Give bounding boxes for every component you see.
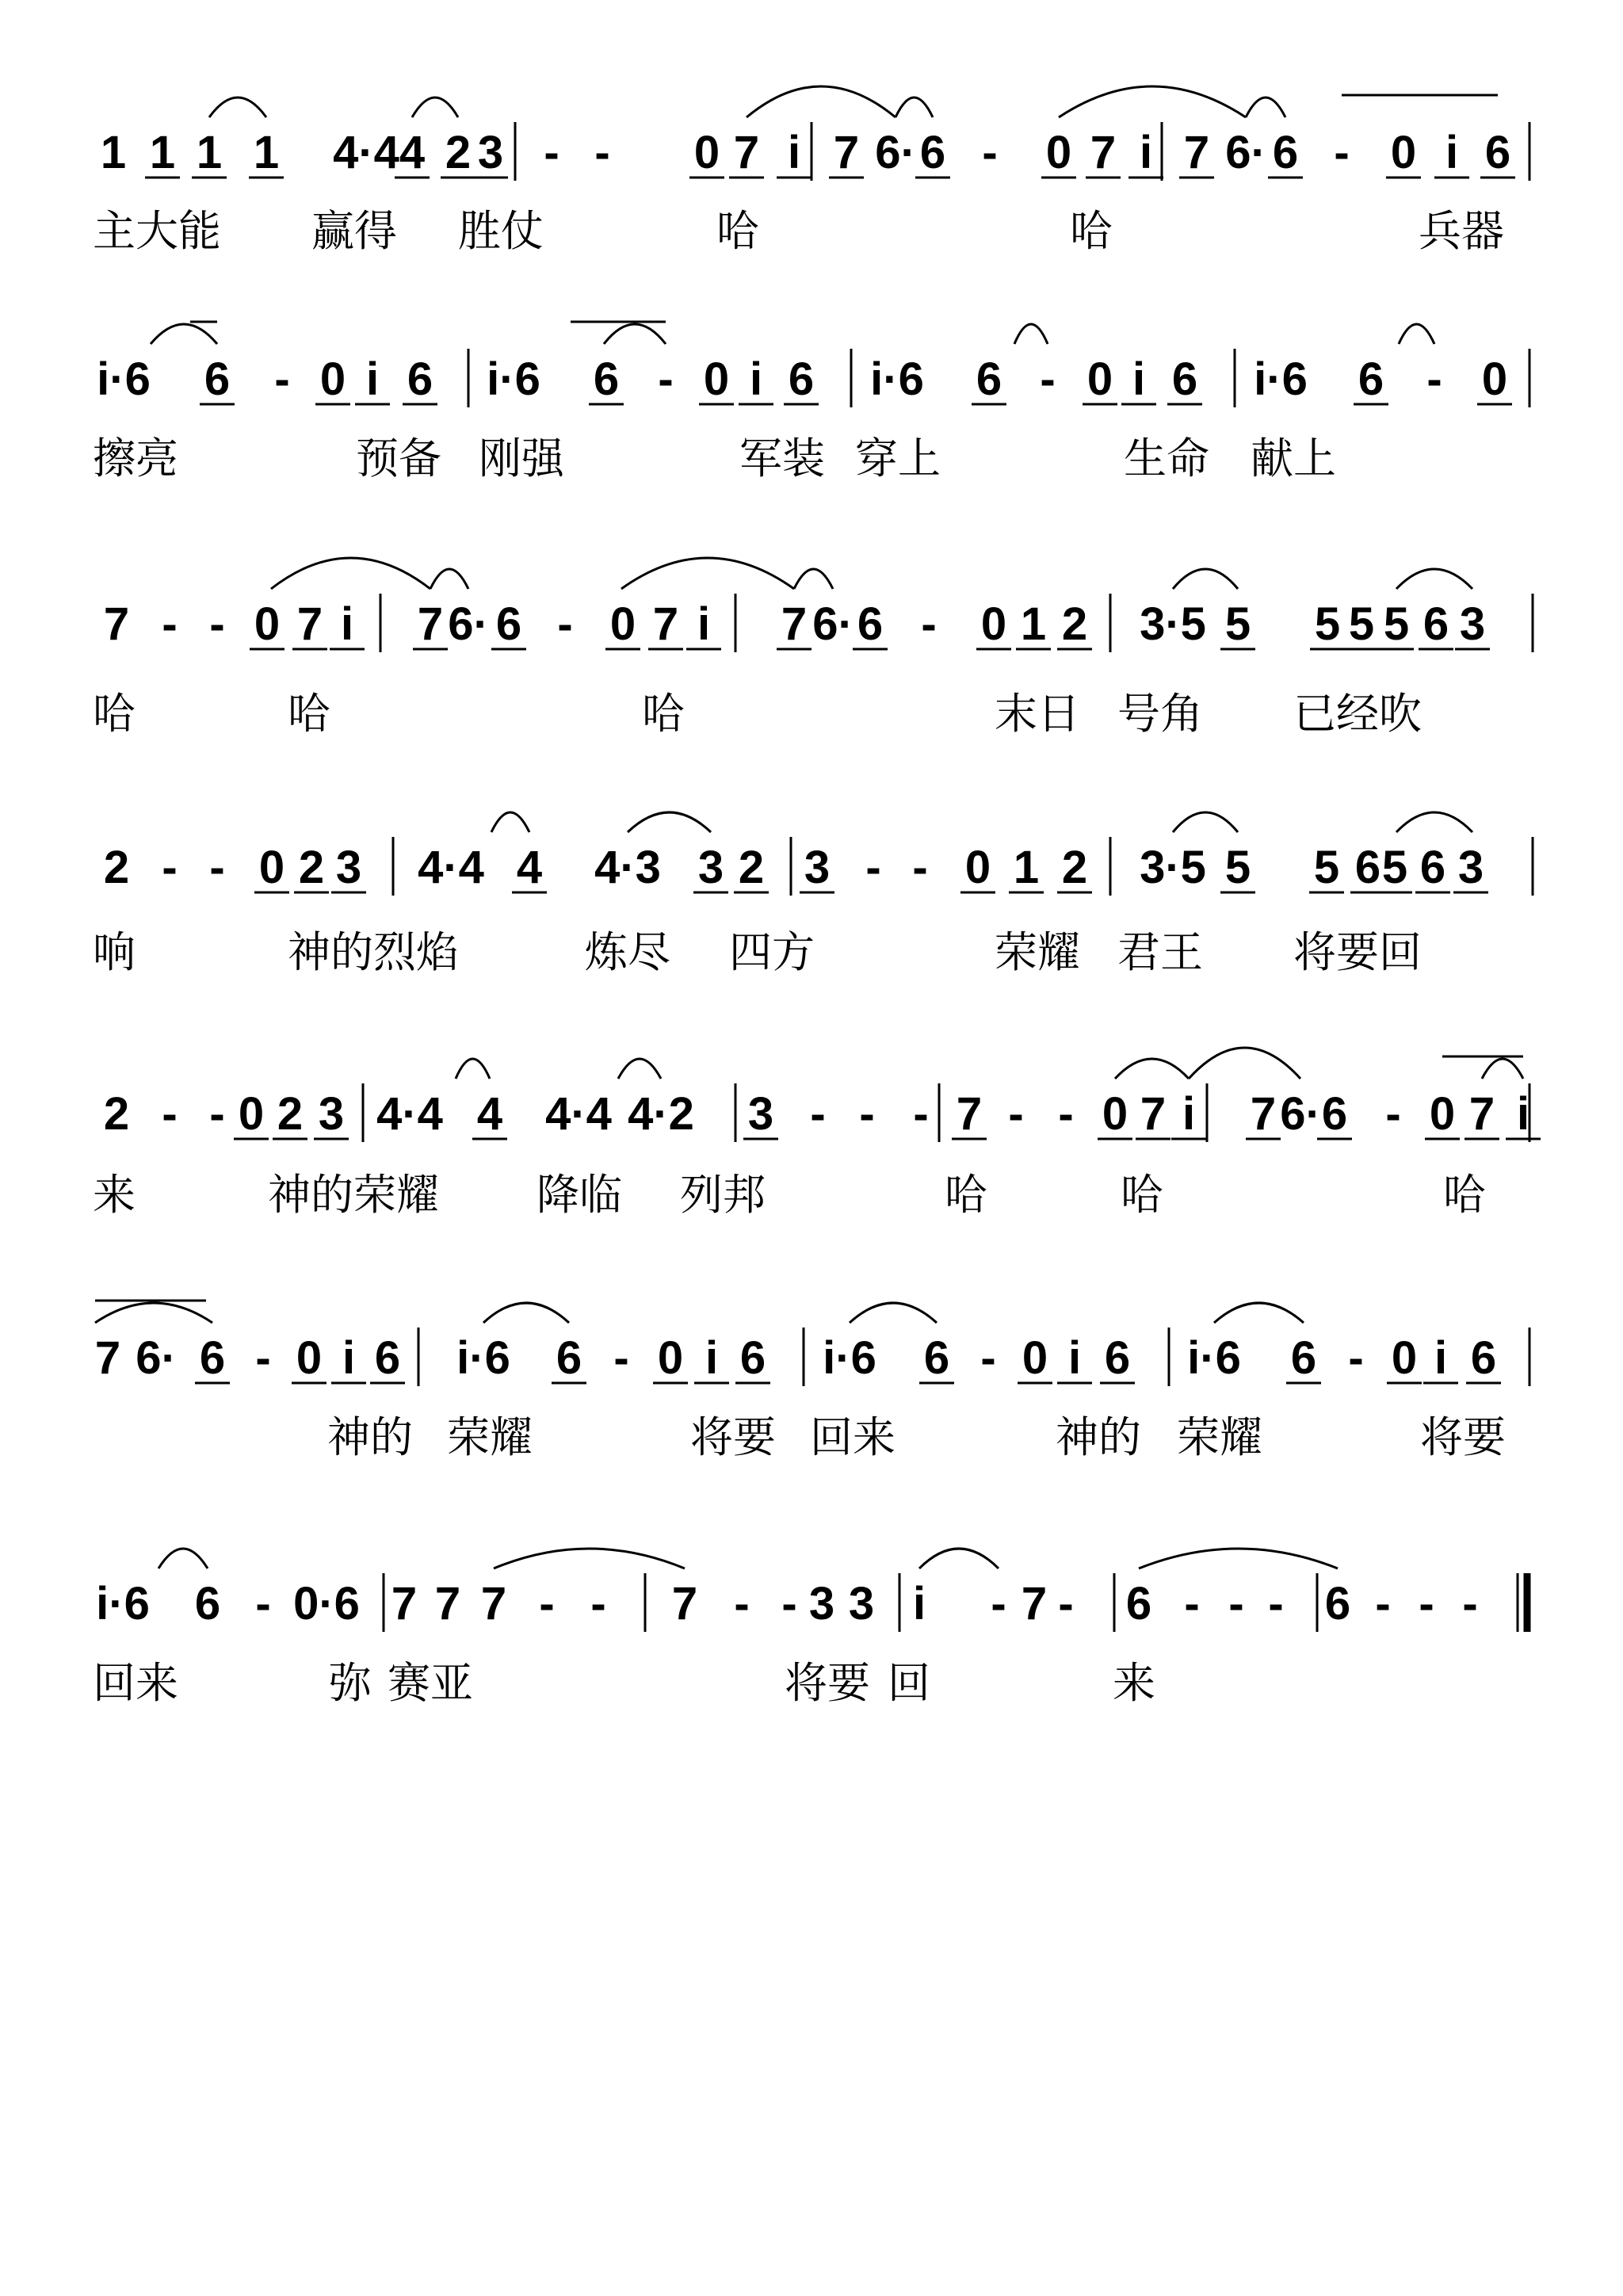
lyric-line-4 bbox=[0, 929, 1623, 992]
note: 7 bbox=[671, 1578, 698, 1629]
note: 1 bbox=[149, 127, 176, 178]
dash-rest: - bbox=[982, 127, 998, 178]
lyric: 回来 bbox=[93, 1658, 178, 1708]
note: 7 bbox=[833, 127, 860, 178]
dash-rest: - bbox=[1419, 1578, 1434, 1629]
note: 6 bbox=[199, 1332, 226, 1384]
slur bbox=[1115, 1059, 1189, 1079]
note: 3 bbox=[808, 1578, 835, 1629]
slur bbox=[494, 1549, 685, 1568]
slur bbox=[1214, 1303, 1304, 1323]
slur bbox=[1399, 324, 1434, 344]
dash-rest: - bbox=[1228, 1578, 1244, 1629]
note: 4·4 bbox=[418, 842, 484, 893]
slur bbox=[491, 812, 529, 832]
note: 1 bbox=[253, 127, 280, 178]
note: 6 bbox=[976, 353, 1002, 405]
note: 4·2 bbox=[628, 1088, 694, 1140]
note: 6 bbox=[1484, 127, 1511, 178]
note: 3 bbox=[335, 842, 362, 893]
note: 2 bbox=[277, 1088, 304, 1140]
lyric: 哈 bbox=[1070, 206, 1113, 256]
lyric: 来 bbox=[93, 1170, 136, 1220]
note: i·6 bbox=[1187, 1332, 1241, 1384]
dash-rest: - bbox=[274, 353, 290, 405]
note: i bbox=[1445, 127, 1459, 178]
note: 6 bbox=[1272, 127, 1299, 178]
rest-note: 0 bbox=[1481, 353, 1508, 405]
note: 1 bbox=[1020, 598, 1047, 650]
lyric-line-2 bbox=[0, 435, 1623, 499]
note: 2 bbox=[1061, 842, 1088, 893]
note: i bbox=[1434, 1332, 1448, 1384]
dash-rest: - bbox=[865, 842, 881, 893]
note: 7 bbox=[1021, 1578, 1048, 1629]
slur bbox=[271, 558, 430, 589]
note: 7 bbox=[1140, 1088, 1167, 1140]
rest-note: 0 bbox=[1086, 353, 1113, 405]
note: i·6 bbox=[487, 353, 540, 405]
slur bbox=[1173, 812, 1238, 832]
dash-rest: - bbox=[255, 1578, 271, 1629]
slur bbox=[747, 86, 896, 117]
lyric: 神的 bbox=[1056, 1412, 1141, 1462]
note: i bbox=[705, 1332, 719, 1384]
slur bbox=[1482, 1059, 1523, 1079]
dash-rest: - bbox=[590, 1578, 606, 1629]
note: 3 bbox=[1459, 598, 1486, 650]
lyric: 哈 bbox=[945, 1170, 987, 1220]
note: 2 bbox=[103, 1088, 130, 1140]
rest-note: 0 bbox=[319, 353, 346, 405]
lyric: 赛亚 bbox=[388, 1658, 473, 1708]
rest-note: 0 bbox=[657, 1332, 684, 1384]
lyric: 四方 bbox=[729, 927, 815, 977]
slur bbox=[919, 1549, 999, 1568]
lyric: 哈 bbox=[288, 689, 330, 739]
note: 1 bbox=[1013, 842, 1040, 893]
note: 3·5 bbox=[1140, 842, 1206, 893]
slur bbox=[430, 569, 468, 589]
note: i bbox=[1132, 353, 1146, 405]
slur bbox=[1059, 86, 1246, 117]
note: i bbox=[340, 598, 354, 650]
note: 6 bbox=[593, 353, 620, 405]
note: 4·4 bbox=[376, 1088, 443, 1140]
slur bbox=[456, 1059, 490, 1079]
dash-rest: - bbox=[1348, 1332, 1364, 1384]
dash-rest: - bbox=[1268, 1578, 1284, 1629]
dash-rest: - bbox=[1040, 353, 1056, 405]
note: 6· bbox=[1280, 1088, 1321, 1140]
slur bbox=[412, 97, 458, 117]
note: 5 bbox=[1314, 598, 1341, 650]
lyric: 已经吹 bbox=[1293, 689, 1422, 739]
lyric: 赢得 bbox=[311, 206, 397, 256]
slur bbox=[1396, 569, 1472, 589]
note: 1 bbox=[100, 127, 127, 178]
lyric: 荣耀 bbox=[1177, 1412, 1262, 1462]
lyric: 献上 bbox=[1251, 434, 1336, 483]
dash-rest: - bbox=[1375, 1578, 1391, 1629]
lyric: 君王 bbox=[1117, 927, 1203, 977]
lyric: 将要 bbox=[690, 1412, 776, 1462]
note: 4·4 bbox=[545, 1088, 612, 1140]
dash-rest: - bbox=[1462, 1578, 1478, 1629]
dash-rest: - bbox=[539, 1578, 555, 1629]
note: 6 bbox=[1423, 598, 1449, 650]
dash-rest: - bbox=[1426, 353, 1442, 405]
note: 3 bbox=[747, 1088, 774, 1140]
note: i bbox=[1182, 1088, 1196, 1140]
note: 6 bbox=[1470, 1332, 1497, 1384]
note: 6 bbox=[194, 1578, 221, 1629]
rest-note: 0 bbox=[1390, 127, 1417, 178]
note: 6 bbox=[1104, 1332, 1131, 1384]
note: 6 bbox=[374, 1332, 401, 1384]
lyric: 主大能 bbox=[93, 206, 221, 256]
dash-rest: - bbox=[162, 842, 178, 893]
note: 6 bbox=[1290, 1332, 1317, 1384]
lyric: 预备 bbox=[356, 434, 441, 483]
note: 7 bbox=[733, 127, 760, 178]
lyric: 号角 bbox=[1117, 689, 1203, 739]
note: 7 bbox=[391, 1578, 418, 1629]
slur bbox=[1014, 324, 1048, 344]
rest-note: 0 bbox=[964, 842, 991, 893]
dash-rest: - bbox=[1008, 1088, 1024, 1140]
note: 3 bbox=[697, 842, 724, 893]
lyric: 来 bbox=[1113, 1658, 1155, 1708]
note: 1 bbox=[196, 127, 223, 178]
lyric: 末日 bbox=[995, 689, 1080, 739]
note: 2 bbox=[445, 127, 472, 178]
note: 4·4 bbox=[333, 127, 399, 178]
lyric: 将要 bbox=[785, 1658, 870, 1708]
note: 6 bbox=[1324, 1578, 1351, 1629]
lyric-line-6 bbox=[0, 1414, 1623, 1477]
note: 6 bbox=[1171, 353, 1198, 405]
note: 5 bbox=[1224, 842, 1251, 893]
note: 6· bbox=[1225, 127, 1266, 178]
lyric: 刚强 bbox=[479, 434, 564, 483]
dash-rest: - bbox=[209, 1088, 225, 1140]
note: 6 bbox=[919, 127, 946, 178]
rest-note: 0 bbox=[1429, 1088, 1456, 1140]
lyric: 穿上 bbox=[855, 434, 941, 483]
note: i bbox=[1516, 1088, 1530, 1140]
lyric: 响 bbox=[93, 927, 136, 977]
note: i·6 bbox=[96, 1578, 150, 1629]
dash-rest: - bbox=[1058, 1578, 1074, 1629]
dash-rest: - bbox=[1385, 1088, 1401, 1140]
dash-rest: - bbox=[255, 1332, 271, 1384]
note: 6 bbox=[857, 598, 884, 650]
note: 3 bbox=[804, 842, 831, 893]
rest-note: 0 bbox=[1102, 1088, 1128, 1140]
note: i·6 bbox=[456, 1332, 510, 1384]
rest-note: 0 bbox=[258, 842, 285, 893]
note: 6 bbox=[1358, 353, 1384, 405]
rest-note: 0 bbox=[703, 353, 730, 405]
dash-rest: - bbox=[921, 598, 937, 650]
note: i bbox=[1067, 1332, 1082, 1384]
rest-note: 0 bbox=[693, 127, 720, 178]
lyric: 列邦 bbox=[680, 1170, 766, 1220]
dash-rest: - bbox=[209, 598, 225, 650]
note: 7 bbox=[1090, 127, 1117, 178]
dash-rest: - bbox=[613, 1332, 629, 1384]
lyric-line-5 bbox=[0, 1171, 1623, 1235]
note: 7 bbox=[94, 1332, 121, 1384]
dash-rest: - bbox=[781, 1578, 797, 1629]
dash-rest: - bbox=[162, 1088, 178, 1140]
rest-note: 0 bbox=[254, 598, 281, 650]
note: i bbox=[697, 598, 711, 650]
slur bbox=[1173, 569, 1238, 589]
note: 6 bbox=[407, 353, 433, 405]
rest-note: 0 bbox=[238, 1088, 265, 1140]
note: 6 bbox=[1125, 1578, 1152, 1629]
slur bbox=[1246, 97, 1285, 117]
note: i bbox=[342, 1332, 356, 1384]
lyric-line-1 bbox=[0, 208, 1623, 271]
dash-rest: - bbox=[810, 1088, 826, 1140]
note: 6 bbox=[788, 353, 815, 405]
note: 6· bbox=[875, 127, 916, 178]
note: 7 bbox=[434, 1578, 461, 1629]
note: i·6 bbox=[97, 353, 151, 405]
lyric: 回来 bbox=[810, 1412, 896, 1462]
note: 7 bbox=[956, 1088, 983, 1140]
note: 6 bbox=[923, 1332, 950, 1384]
lyric: 哈 bbox=[1443, 1170, 1486, 1220]
dash-rest: - bbox=[991, 1578, 1006, 1629]
note: 2 bbox=[1061, 598, 1088, 650]
dash-rest: - bbox=[594, 127, 610, 178]
note: 3·5 bbox=[1140, 598, 1206, 650]
note: 4 bbox=[399, 127, 426, 178]
slur bbox=[209, 97, 266, 117]
lyric: 将要回 bbox=[1293, 927, 1422, 977]
rest-note: 0 bbox=[980, 598, 1007, 650]
lyric: 弥 bbox=[329, 1658, 372, 1708]
note: 7 bbox=[103, 598, 130, 650]
slur bbox=[850, 1303, 937, 1323]
lyric: 生命 bbox=[1124, 434, 1209, 483]
note: 3 bbox=[477, 127, 504, 178]
dash-rest: - bbox=[544, 127, 559, 178]
note: 5 bbox=[1348, 598, 1375, 650]
note: 2 bbox=[298, 842, 325, 893]
note: i bbox=[912, 1578, 926, 1629]
note: i·6 bbox=[1254, 353, 1308, 405]
rest-note: 0 bbox=[609, 598, 636, 650]
slur bbox=[628, 812, 711, 832]
slur bbox=[1189, 1048, 1300, 1079]
note: 5 bbox=[1313, 842, 1340, 893]
lyric: 哈 bbox=[716, 206, 759, 256]
note: 4 bbox=[516, 842, 543, 893]
note: 6 bbox=[556, 1332, 582, 1384]
lyric: 回 bbox=[888, 1658, 930, 1708]
note: i·6 bbox=[823, 1332, 876, 1384]
note: i bbox=[1139, 127, 1153, 178]
lyric: 神的 bbox=[327, 1412, 413, 1462]
note: 7 bbox=[1250, 1088, 1277, 1140]
note: i·6 bbox=[870, 353, 924, 405]
slur bbox=[794, 569, 833, 589]
rest-note: 0 bbox=[1045, 127, 1072, 178]
dash-rest: - bbox=[1334, 127, 1350, 178]
lyric: 炼尽 bbox=[585, 927, 670, 977]
note: 7 bbox=[1468, 1088, 1495, 1140]
note: 6 bbox=[1419, 842, 1446, 893]
lyric: 胜仗 bbox=[458, 206, 544, 256]
note: 5 bbox=[1383, 598, 1410, 650]
slur bbox=[621, 558, 794, 589]
note: 3 bbox=[318, 1088, 345, 1140]
dash-rest: - bbox=[734, 1578, 750, 1629]
note: 6 bbox=[1354, 842, 1381, 893]
lyric: 哈 bbox=[93, 689, 136, 739]
lyric: 荣耀 bbox=[447, 1412, 533, 1462]
note: 3 bbox=[848, 1578, 875, 1629]
note: 6 bbox=[1321, 1088, 1348, 1140]
note: 7 bbox=[652, 598, 679, 650]
lyric: 哈 bbox=[642, 689, 685, 739]
lyric: 神的荣耀 bbox=[268, 1170, 439, 1220]
lyric: 降临 bbox=[537, 1170, 622, 1220]
slur bbox=[151, 324, 217, 344]
rest-note: 0 bbox=[296, 1332, 323, 1384]
note: i bbox=[749, 353, 763, 405]
rest-note: 0 bbox=[1391, 1332, 1418, 1384]
dash-rest: - bbox=[557, 598, 573, 650]
dash-rest: - bbox=[913, 1088, 929, 1140]
dash-rest: - bbox=[980, 1332, 996, 1384]
lyric: 荣耀 bbox=[995, 927, 1080, 977]
note: 4 bbox=[476, 1088, 503, 1140]
note: 6 bbox=[739, 1332, 766, 1384]
slur bbox=[618, 1059, 661, 1079]
dash-rest: - bbox=[912, 842, 928, 893]
dash-rest: - bbox=[658, 353, 674, 405]
lyric: 神的烈焰 bbox=[288, 927, 459, 977]
rest-note: 0 bbox=[1022, 1332, 1048, 1384]
note: 7 bbox=[781, 598, 808, 650]
dash-rest: - bbox=[162, 598, 178, 650]
slur bbox=[1396, 812, 1472, 832]
slur bbox=[1139, 1549, 1338, 1568]
note: i bbox=[787, 127, 801, 178]
note: 4·3 bbox=[594, 842, 661, 893]
note: 3 bbox=[1457, 842, 1484, 893]
note: 2 bbox=[103, 842, 130, 893]
note: 7 bbox=[480, 1578, 507, 1629]
lyric-line-7 bbox=[0, 1660, 1623, 1723]
dash-rest: - bbox=[1058, 1088, 1074, 1140]
note: 6· bbox=[136, 1332, 177, 1384]
lyric: 擦亮 bbox=[93, 434, 178, 483]
note: 2 bbox=[738, 842, 765, 893]
dash-rest: - bbox=[209, 842, 225, 893]
lyric: 哈 bbox=[1121, 1170, 1163, 1220]
note: 5 bbox=[1381, 842, 1408, 893]
note: 6· bbox=[448, 598, 489, 650]
note: 6 bbox=[495, 598, 522, 650]
note: 6 bbox=[204, 353, 231, 405]
lyric-line-3 bbox=[0, 690, 1623, 754]
note: i bbox=[365, 353, 380, 405]
slur bbox=[483, 1303, 569, 1323]
slur bbox=[896, 97, 933, 117]
lyric: 兵器 bbox=[1419, 206, 1504, 256]
note: 7 bbox=[296, 598, 323, 650]
dash-rest: - bbox=[859, 1088, 875, 1140]
note: 5 bbox=[1224, 598, 1251, 650]
note: 6· bbox=[812, 598, 854, 650]
slur bbox=[604, 324, 666, 344]
slur bbox=[158, 1549, 208, 1568]
note: 0·6 bbox=[293, 1578, 360, 1629]
lyric: 将要 bbox=[1420, 1412, 1506, 1462]
slur bbox=[95, 1303, 212, 1323]
note: 7 bbox=[417, 598, 444, 650]
dash-rest: - bbox=[1184, 1578, 1200, 1629]
note: 7 bbox=[1183, 127, 1210, 178]
lyric: 军装 bbox=[739, 434, 825, 483]
